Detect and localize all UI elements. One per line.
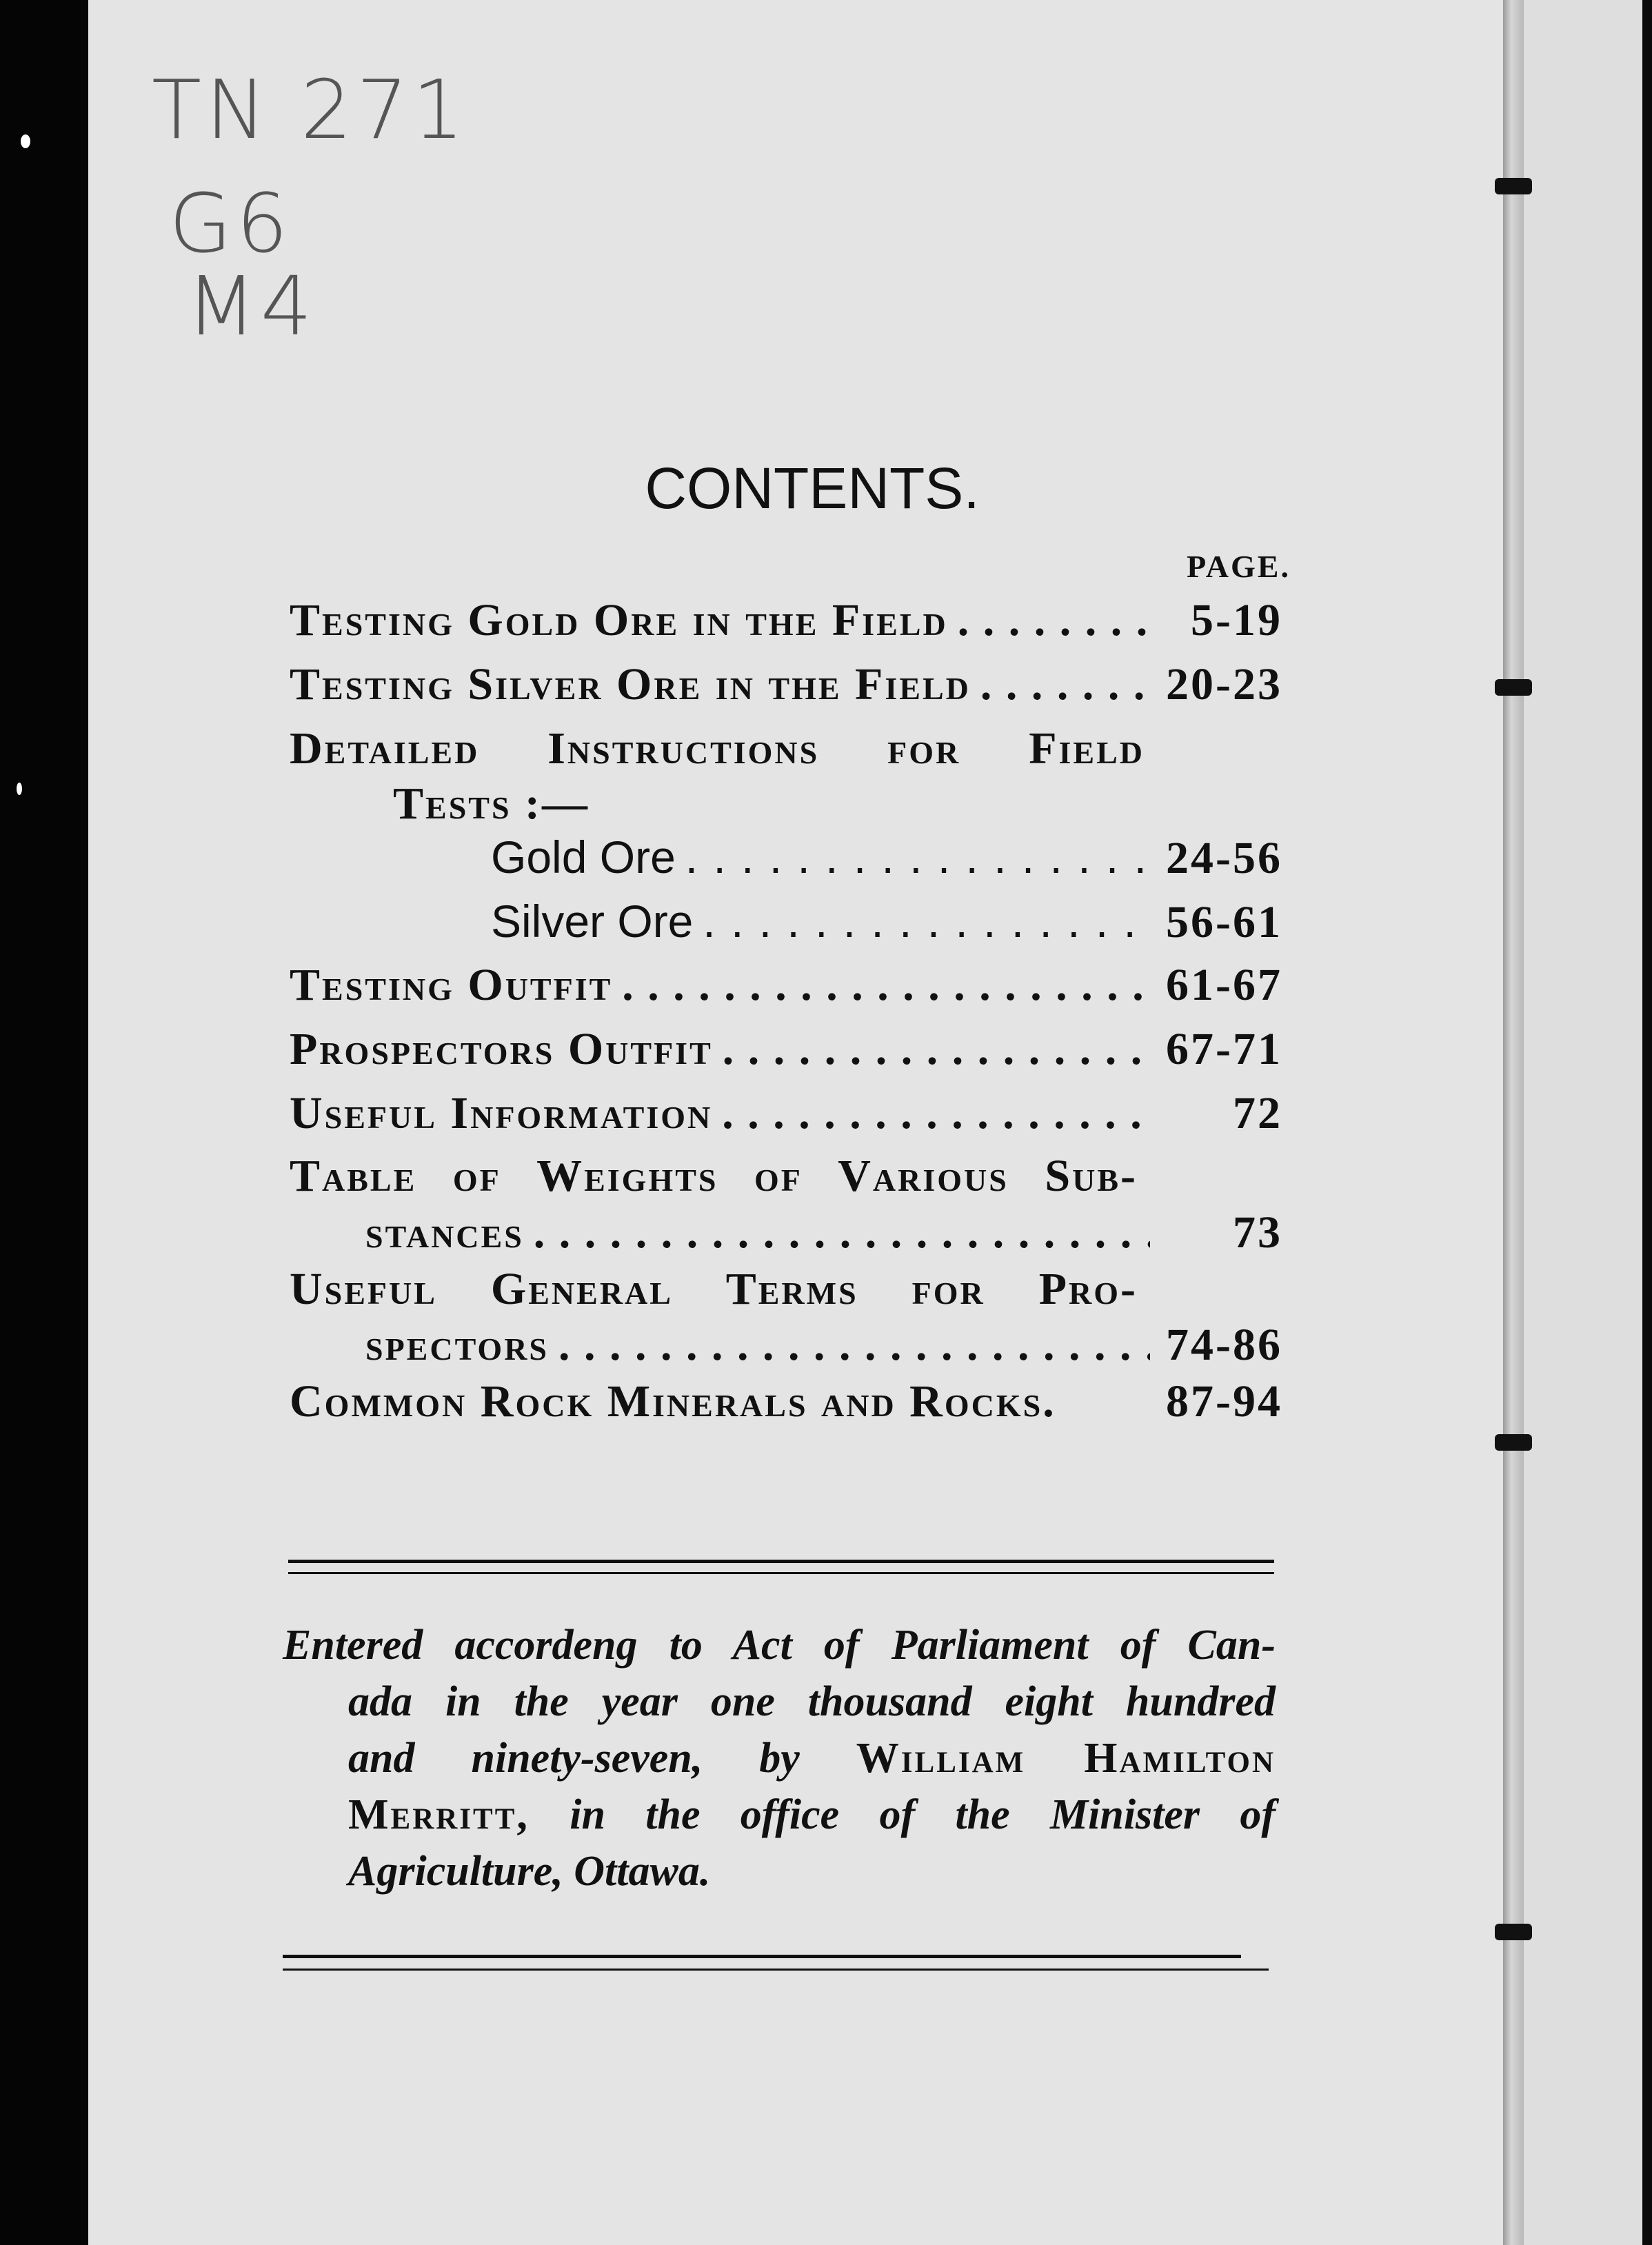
toc-entry-label: Common Rock Minerals and Rocks. [290,1376,1056,1427]
toc-entry[interactable] [365,1319,1282,1381]
toc-entry-page: 74-86 [1166,1320,1282,1370]
copyright-notice [283,1617,1276,1900]
author-name: William Hamilton [856,1735,1276,1782]
leader-dots [558,1319,1150,1371]
toc-entry-label: Testing Silver Ore in the Field [290,659,971,709]
scan-speck [21,134,30,148]
notice-line: and ninety-seven, by William Hamilton [348,1735,1276,1782]
call-number-line-1: TN 271 [152,62,469,157]
notice-line: ada in the year one thousand eight hundred [348,1678,1276,1725]
leader-dots [723,1023,1150,1076]
toc-entry-label: Prospectors Outfit [290,1024,713,1074]
toc-entry-label: Gold Ore [491,832,676,883]
toc-entry[interactable] [491,895,1282,957]
toc-entry[interactable] [290,1376,1282,1438]
facing-page-edge [1524,0,1652,2245]
toc-entry-label: Detailed Instructions for Field [290,723,1145,774]
toc-entry[interactable] [290,723,1145,785]
toc-entry-page: 56-61 [1166,897,1282,947]
binding-stitch [1495,1434,1532,1451]
toc-entry[interactable] [365,1207,1282,1269]
scan-border [1642,0,1652,2245]
leader-dots [703,895,1150,947]
leader-dots [958,594,1150,647]
notice-line: Agriculture, Ottawa. [348,1848,711,1895]
toc-entry-label: stances [365,1207,524,1258]
divider-rule [283,1969,1269,1971]
call-number-line-3: M4 [186,259,316,354]
toc-entry[interactable] [290,1023,1282,1085]
toc-entry-page: 5-19 [1191,595,1282,645]
toc-entry[interactable] [290,658,1282,721]
binding-stitch [1495,178,1532,194]
leader-dots [685,831,1150,883]
toc-entry-label: Silver Ore [491,896,694,947]
toc-entry-label: spectors [365,1320,550,1370]
toc-entry-page: 61-67 [1166,960,1282,1010]
page-column-header: PAGE. [1187,549,1291,584]
toc-entry[interactable] [290,594,1282,656]
toc-entry-page: 87-94 [1166,1376,1282,1427]
toc-entry-label: Testing Gold Ore in the Field [290,595,948,645]
toc-entry-label: Useful General Terms for Pro- [290,1264,1138,1314]
toc-entry-page: 73 [1233,1207,1282,1258]
toc-entry-label: Testing Outfit [290,960,613,1010]
toc-entry[interactable] [491,831,1282,893]
notice-line: Merritt, in the office of the Minister of [348,1791,1276,1838]
toc-entry-label: Tests :— [393,778,590,829]
toc-entry[interactable] [290,1263,1138,1325]
page-title: CONTENTS. [645,456,980,521]
toc-entry-page: 67-71 [1166,1024,1282,1074]
binding-stitch [1495,679,1532,696]
toc-entry[interactable] [290,1087,1282,1149]
leader-dots [622,959,1150,1011]
divider-rule [288,1560,1274,1563]
book-spine [1503,0,1524,2245]
notice-line: Entered accordeng to Act of Parliament of Can- [283,1622,1276,1669]
leader-dots [722,1087,1150,1140]
toc-entry-page: 72 [1233,1088,1282,1138]
leader-dots [534,1207,1150,1259]
leader-dots [980,658,1150,711]
scan-speck [17,783,22,795]
toc-entry-label: Useful Information [290,1088,713,1138]
toc-entry-label: Table of Weights of Various Sub- [290,1151,1138,1201]
toc-entry-page: 20-23 [1166,659,1282,709]
toc-entry-page: 24-56 [1166,833,1282,883]
binding-stitch [1495,1924,1532,1940]
toc-entry[interactable] [290,1150,1138,1212]
toc-entry[interactable] [290,959,1282,1021]
divider-rule [283,1955,1241,1958]
divider-rule [288,1572,1274,1574]
call-number-line-2: G6 [169,176,292,271]
author-surname: Merritt, [348,1791,530,1838]
